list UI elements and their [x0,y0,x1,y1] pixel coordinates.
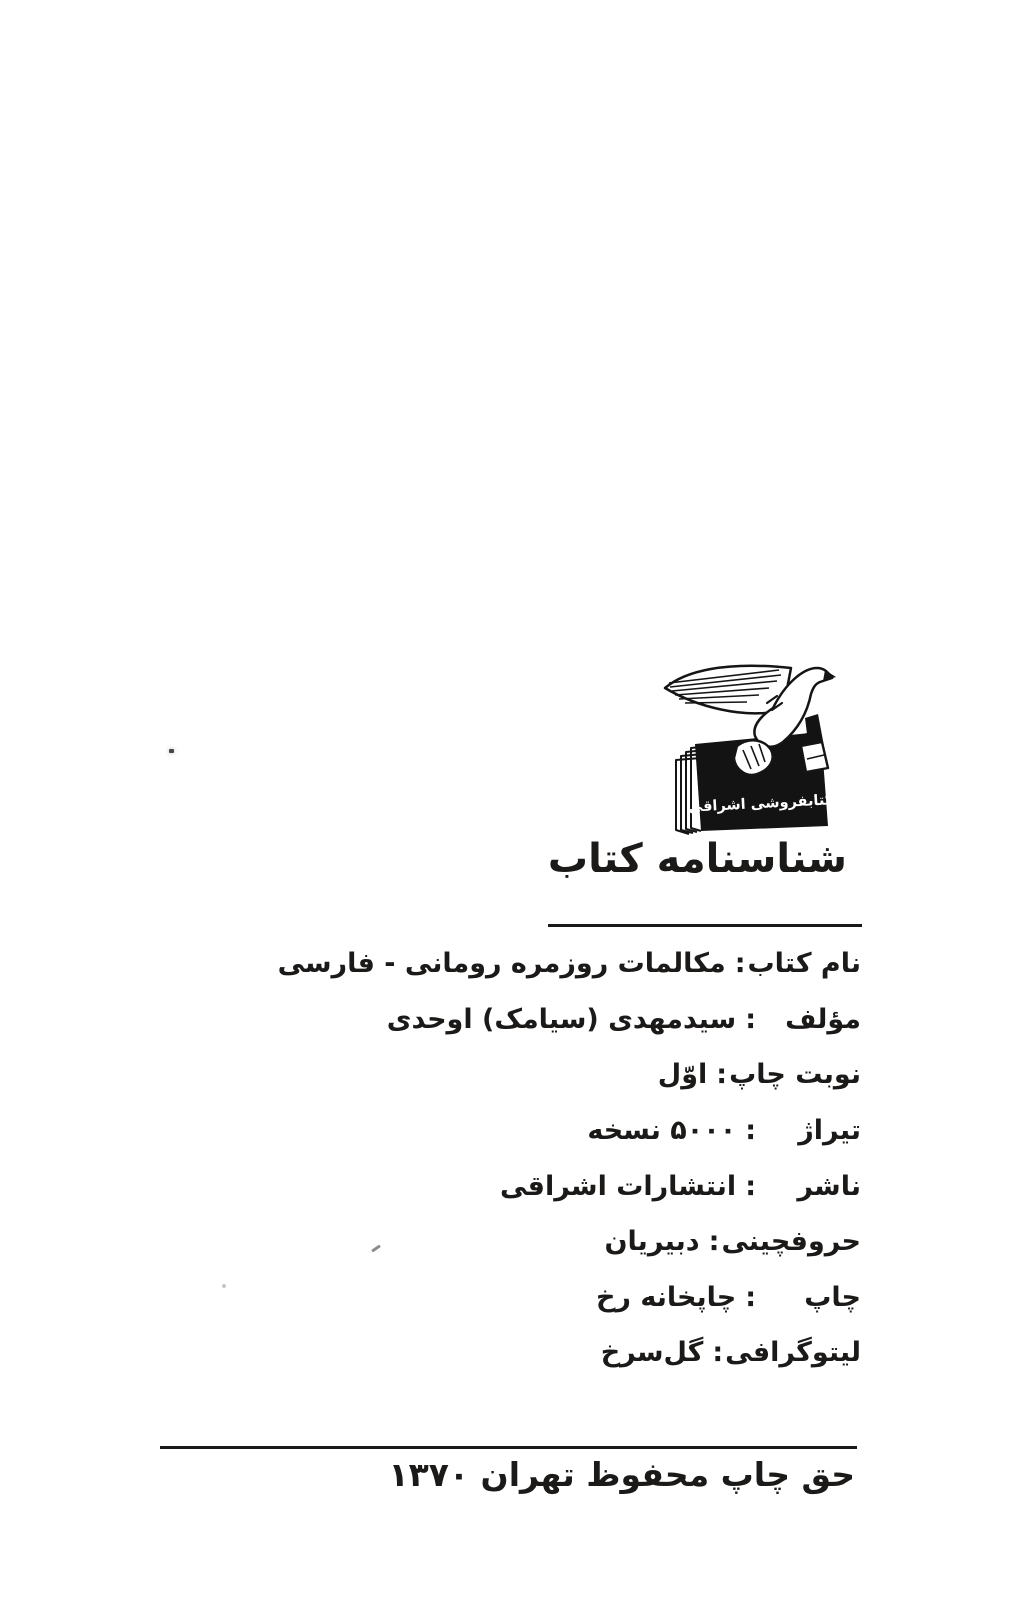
field-separator: : [745,1281,756,1313]
field-separator: : [708,1226,720,1258]
field-label: تیراژ [798,1115,861,1147]
title-underline [548,924,862,927]
field-label: لیتوگرافی [725,1337,861,1369]
field-label: حروفچینی [721,1226,861,1258]
field-row-edition [278,1047,861,1103]
field-value: مکالمات روزمره رومانی - فارسی [277,948,726,980]
colophon-fields [278,936,861,1381]
field-row-printing [278,1270,861,1326]
field-row-author [278,992,861,1048]
field-separator: : [712,1337,724,1369]
copyright-notice: حق چاپ محفوظ تهران ۱۳۷۰ [388,1455,855,1494]
field-value: انتشارات اشراقی [499,1170,737,1202]
field-separator: : [745,1170,756,1202]
field-label: مؤلف [785,1003,861,1035]
field-row-lithography [278,1325,861,1381]
field-value: گل‌سرخ [600,1337,704,1369]
field-row-book-title [278,936,861,992]
scan-speck [169,749,174,753]
field-separator: : [745,1003,756,1035]
field-separator: : [716,1059,728,1091]
field-value: ۵۰۰۰ نسخه [587,1115,737,1147]
field-value: دبیریان [604,1226,700,1258]
field-value: چاپخانه رخ [595,1281,737,1313]
field-value: اوّل [657,1059,708,1091]
field-row-circulation [278,1103,861,1159]
field-row-publisher [278,1158,861,1214]
footer-divider [160,1446,857,1449]
logo-calligraphy: کتابفروشی اشراقی [687,792,834,816]
field-label: ناشر [797,1170,861,1202]
field-row-typesetting [278,1214,861,1270]
publisher-logo [655,658,839,836]
field-value: سیدمهدی (سیامک) اوحدی [386,1003,737,1035]
field-label: نام کتاب [747,948,861,980]
field-separator: : [745,1115,756,1147]
dove-on-book-icon [655,658,839,836]
page-title: شناسنامه کتاب [547,836,847,882]
field-separator: : [734,948,746,980]
scan-speck [222,1284,226,1288]
field-label: چاپ [804,1281,861,1313]
field-label: نوبت چاپ [729,1059,861,1091]
